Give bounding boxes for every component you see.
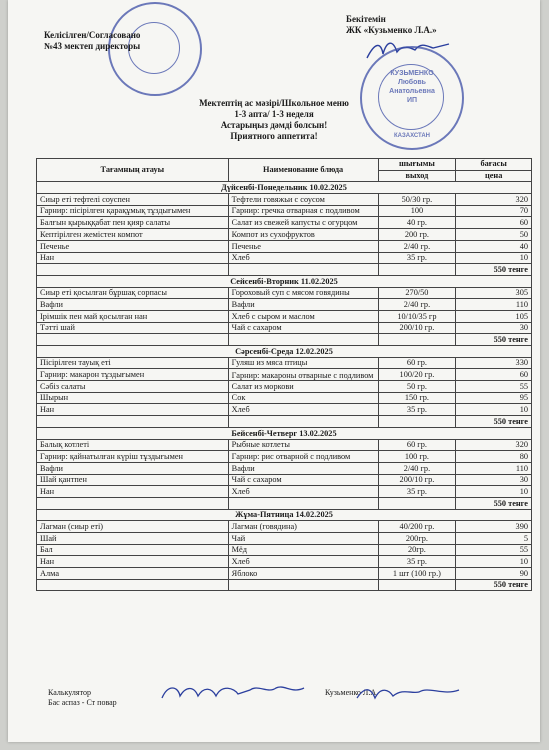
calculator-label: Калькулятор <box>48 688 91 697</box>
dish-name-ru: Тефтели говяжьи с соусом <box>228 194 378 206</box>
dish-output: 35 гр. <box>378 252 456 264</box>
total-empty-cell <box>228 334 378 346</box>
table-row <box>37 544 532 556</box>
dish-price: 70 <box>456 205 532 217</box>
table-row <box>37 369 532 381</box>
seal-text-name: Любовь <box>397 79 426 86</box>
column-header-price-ru: цена <box>456 170 532 182</box>
dish-output: 100/20 гр. <box>378 369 456 381</box>
dish-output: 2/40 гр. <box>378 299 456 311</box>
dish-output: 100 гр. <box>378 451 456 463</box>
day-header-row <box>37 427 532 439</box>
dish-price: 55 <box>456 381 532 393</box>
day-header-row <box>37 275 532 287</box>
entrepreneur-footer-signature <box>353 682 463 708</box>
table-row <box>37 486 532 498</box>
column-header-output-kz: шығымы <box>378 159 456 171</box>
total-empty-cell <box>37 579 229 591</box>
dish-name-ru: Гарнир: макароны отварные с подливом <box>228 369 378 381</box>
table-row <box>37 229 532 241</box>
entrepreneur-name: ЖК «Кузьменко Л.А.» <box>346 25 437 35</box>
dish-name-kz: Гарнир: макарон тұздығымен <box>37 369 229 381</box>
total-empty-cell <box>228 579 378 591</box>
approval-left-block <box>44 30 140 52</box>
dish-name-ru: Гарнир: рис отварной с подливом <box>228 451 378 463</box>
table-row <box>37 252 532 264</box>
dish-price: 10 <box>456 404 532 416</box>
column-header-price-kz: бағасы <box>456 159 532 171</box>
dish-output: 40 гр. <box>378 217 456 229</box>
day-total: 550 тенге <box>456 497 532 509</box>
dish-output: 40/200 гр. <box>378 521 456 533</box>
dish-name-ru: Хлеб <box>228 404 378 416</box>
dish-output: 60 гр. <box>378 357 456 369</box>
dish-name-kz: Пісірілген тауық еті <box>37 357 229 369</box>
day-total-row <box>37 579 532 591</box>
dish-name-ru: Мёд <box>228 544 378 556</box>
dish-price: 50 <box>456 229 532 241</box>
total-empty-cell <box>378 334 456 346</box>
table-row <box>37 462 532 474</box>
dish-name-ru: Рыбные котлеты <box>228 439 378 451</box>
table-row <box>37 240 532 252</box>
table-header-row-top <box>37 159 532 171</box>
dish-price: 60 <box>456 369 532 381</box>
dish-output: 60 гр. <box>378 439 456 451</box>
dish-name-kz: Вафли <box>37 299 229 311</box>
dish-output: 2/40 гр. <box>378 240 456 252</box>
table-row <box>37 287 532 299</box>
dish-name-ru: Салат из моркови <box>228 381 378 393</box>
dish-name-kz: Нан <box>37 252 229 264</box>
dish-price: 90 <box>456 568 532 580</box>
dish-output: 10/10/35 гр <box>378 310 456 322</box>
day-total-row <box>37 264 532 276</box>
day-header-row <box>37 182 532 194</box>
dish-output: 50 гр. <box>378 381 456 393</box>
dish-name-kz: Гарнир: пісірілген қарақұмық тұздығымен <box>37 205 229 217</box>
table-row <box>37 194 532 206</box>
dish-price: 320 <box>456 194 532 206</box>
dish-name-ru: Хлеб с сыром и маслом <box>228 310 378 322</box>
day-title: Дүйсенбі-Понедельник 10.02.2025 <box>37 182 532 194</box>
dish-output: 2/40 гр. <box>378 462 456 474</box>
total-empty-cell <box>378 579 456 591</box>
day-total: 550 тенге <box>456 334 532 346</box>
entrepreneur-footer-name: Кузьменко Л.А. <box>325 688 379 697</box>
dish-price: 30 <box>456 474 532 486</box>
dish-price: 110 <box>456 299 532 311</box>
dish-name-kz: Ірімшік пен май қосылған нан <box>37 310 229 322</box>
total-empty-cell <box>37 416 229 428</box>
table-row <box>37 299 532 311</box>
dish-name-ru: Сок <box>228 392 378 404</box>
dish-output: 50/30 гр. <box>378 194 456 206</box>
dish-name-ru: Компот из сухофруктов <box>228 229 378 241</box>
dish-output: 35 гр. <box>378 404 456 416</box>
day-total-row <box>37 334 532 346</box>
table-row <box>37 310 532 322</box>
dish-name-ru: Печенье <box>228 240 378 252</box>
table-row <box>37 392 532 404</box>
dish-price: 10 <box>456 252 532 264</box>
dish-price: 10 <box>456 556 532 568</box>
dish-name-ru: Чай с сахаром <box>228 474 378 486</box>
dish-name-ru: Чай <box>228 533 378 545</box>
dish-name-kz: Шай қантпен <box>37 474 229 486</box>
dish-name-kz: Кептірілген жемістен компот <box>37 229 229 241</box>
dish-price: 80 <box>456 451 532 463</box>
dish-name-kz: Бал <box>37 544 229 556</box>
total-empty-cell <box>37 497 229 509</box>
column-header-output-ru: выход <box>378 170 456 182</box>
dish-price: 110 <box>456 462 532 474</box>
table-row <box>37 556 532 568</box>
column-header-ru: Наименование блюда <box>228 159 378 182</box>
table-row <box>37 357 532 369</box>
total-empty-cell <box>378 497 456 509</box>
dish-name-kz: Алма <box>37 568 229 580</box>
dish-name-kz: Лагман (сиыр еті) <box>37 521 229 533</box>
dish-name-kz: Балғын қырыққабат пен қияр салаты <box>37 217 229 229</box>
table-row <box>37 217 532 229</box>
dish-name-ru: Гороховый суп с мясом говядины <box>228 287 378 299</box>
total-empty-cell <box>378 416 456 428</box>
dish-output: 270/50 <box>378 287 456 299</box>
seal-text-patronymic: Анатольевна <box>389 88 435 95</box>
table-row <box>37 474 532 486</box>
dish-output: 35 гр. <box>378 556 456 568</box>
dish-output: 200/10 гр. <box>378 322 456 334</box>
dish-name-kz: Сиыр еті тефтелі соуспен <box>37 194 229 206</box>
dish-name-kz: Нан <box>37 404 229 416</box>
dish-name-ru: Гуляш из мяса птицы <box>228 357 378 369</box>
column-header-kz: Тағамның атауы <box>37 159 229 182</box>
menu-week: 1-3 апта/ 1-3 неделя <box>234 109 314 119</box>
total-empty-cell <box>228 416 378 428</box>
dish-name-ru: Хлеб <box>228 486 378 498</box>
day-title: Сейсенбі-Вторник 11.02.2025 <box>37 275 532 287</box>
table-row <box>37 381 532 393</box>
dish-name-kz: Вафли <box>37 462 229 474</box>
day-title: Жұма-Пятница 14.02.2025 <box>37 509 532 521</box>
bon-appetit-ru: Приятного аппетита! <box>230 131 318 141</box>
dish-output: 200гр. <box>378 533 456 545</box>
dish-name-kz: Сиыр еті қосылған бұршақ сорпасы <box>37 287 229 299</box>
total-empty-cell <box>228 264 378 276</box>
dish-output: 150 гр. <box>378 392 456 404</box>
dish-price: 30 <box>456 322 532 334</box>
dish-price: 390 <box>456 521 532 533</box>
dish-name-kz: Печенье <box>37 240 229 252</box>
dish-name-ru: Салат из свежей капусты с огурцом <box>228 217 378 229</box>
dish-price: 10 <box>456 486 532 498</box>
dish-name-ru: Гарнир: гречка отварная с подливом <box>228 205 378 217</box>
total-empty-cell <box>37 264 229 276</box>
table-row <box>37 404 532 416</box>
dish-name-ru: Вафли <box>228 299 378 311</box>
menu-table-body <box>37 182 532 591</box>
menu-title-block <box>8 98 540 142</box>
approval-right-block <box>346 14 437 36</box>
dish-name-kz: Балық котлеті <box>37 439 229 451</box>
total-empty-cell <box>228 497 378 509</box>
day-header-row <box>37 509 532 521</box>
dish-price: 55 <box>456 544 532 556</box>
table-row <box>37 205 532 217</box>
seal-text-country: КАЗАХСТАН <box>394 133 430 139</box>
dish-name-kz: Гарнир: қайнатылған күріш тұздығымен <box>37 451 229 463</box>
dish-name-kz: Тәтті шай <box>37 322 229 334</box>
footer-left-block <box>48 688 117 708</box>
dish-output: 20гр. <box>378 544 456 556</box>
dish-name-kz: Сәбіз салаты <box>37 381 229 393</box>
table-row <box>37 322 532 334</box>
dish-price: 305 <box>456 287 532 299</box>
table-row <box>37 451 532 463</box>
dish-name-kz: Нан <box>37 486 229 498</box>
dish-output: 35 гр. <box>378 486 456 498</box>
table-row <box>37 521 532 533</box>
bon-appetit-kz: Астарыңыз дәмді болсын! <box>220 120 328 130</box>
dish-name-kz: Нан <box>37 556 229 568</box>
dish-name-ru: Хлеб <box>228 252 378 264</box>
dish-name-ru: Хлеб <box>228 556 378 568</box>
day-total-row <box>37 416 532 428</box>
dish-price: 60 <box>456 217 532 229</box>
menu-table <box>36 158 532 591</box>
table-row <box>37 533 532 545</box>
dish-name-kz: Шай <box>37 533 229 545</box>
table-row <box>37 439 532 451</box>
dish-name-ru: Чай с сахаром <box>228 322 378 334</box>
dish-price: 5 <box>456 533 532 545</box>
day-total: 550 тенге <box>456 264 532 276</box>
seal-text-ip: ИП <box>406 97 418 104</box>
approve-label: Бекітемін <box>346 14 386 24</box>
day-total: 550 тенге <box>456 579 532 591</box>
total-empty-cell <box>37 334 229 346</box>
dish-price: 105 <box>456 310 532 322</box>
school-director-label: №43 мектеп директоры <box>44 41 141 51</box>
dish-price: 320 <box>456 439 532 451</box>
day-header-row <box>37 346 532 358</box>
dish-name-ru: Лагман (говядина) <box>228 521 378 533</box>
dish-output: 100 <box>378 205 456 217</box>
day-total-row <box>37 497 532 509</box>
agreed-label: Келісілген/Согласовано <box>44 30 141 40</box>
dish-output: 1 шт (100 гр.) <box>378 568 456 580</box>
dish-output: 200 гр. <box>378 229 456 241</box>
day-title: Сәрсенбі-Среда 12.02.2025 <box>37 346 532 358</box>
menu-title-kz-ru: Мектептің ас мәзірі/Школьное меню <box>199 98 349 108</box>
dish-name-kz: Шырын <box>37 392 229 404</box>
head-cook-signature <box>158 680 308 708</box>
dish-name-ru: Яблоко <box>228 568 378 580</box>
dish-price: 330 <box>456 357 532 369</box>
dish-price: 95 <box>456 392 532 404</box>
table-row <box>37 568 532 580</box>
day-title: Бейсенбі-Четверг 13.02.2025 <box>37 427 532 439</box>
dish-price: 40 <box>456 240 532 252</box>
seal-text-surname: КУЗЬМЕНКО <box>390 70 434 77</box>
dish-output: 200/10 гр. <box>378 474 456 486</box>
day-total: 550 тенге <box>456 416 532 428</box>
menu-sheet <box>8 0 540 742</box>
total-empty-cell <box>378 264 456 276</box>
head-cook-label: Бас аспаз - Ст повар <box>48 698 117 707</box>
dish-name-ru: Вафли <box>228 462 378 474</box>
